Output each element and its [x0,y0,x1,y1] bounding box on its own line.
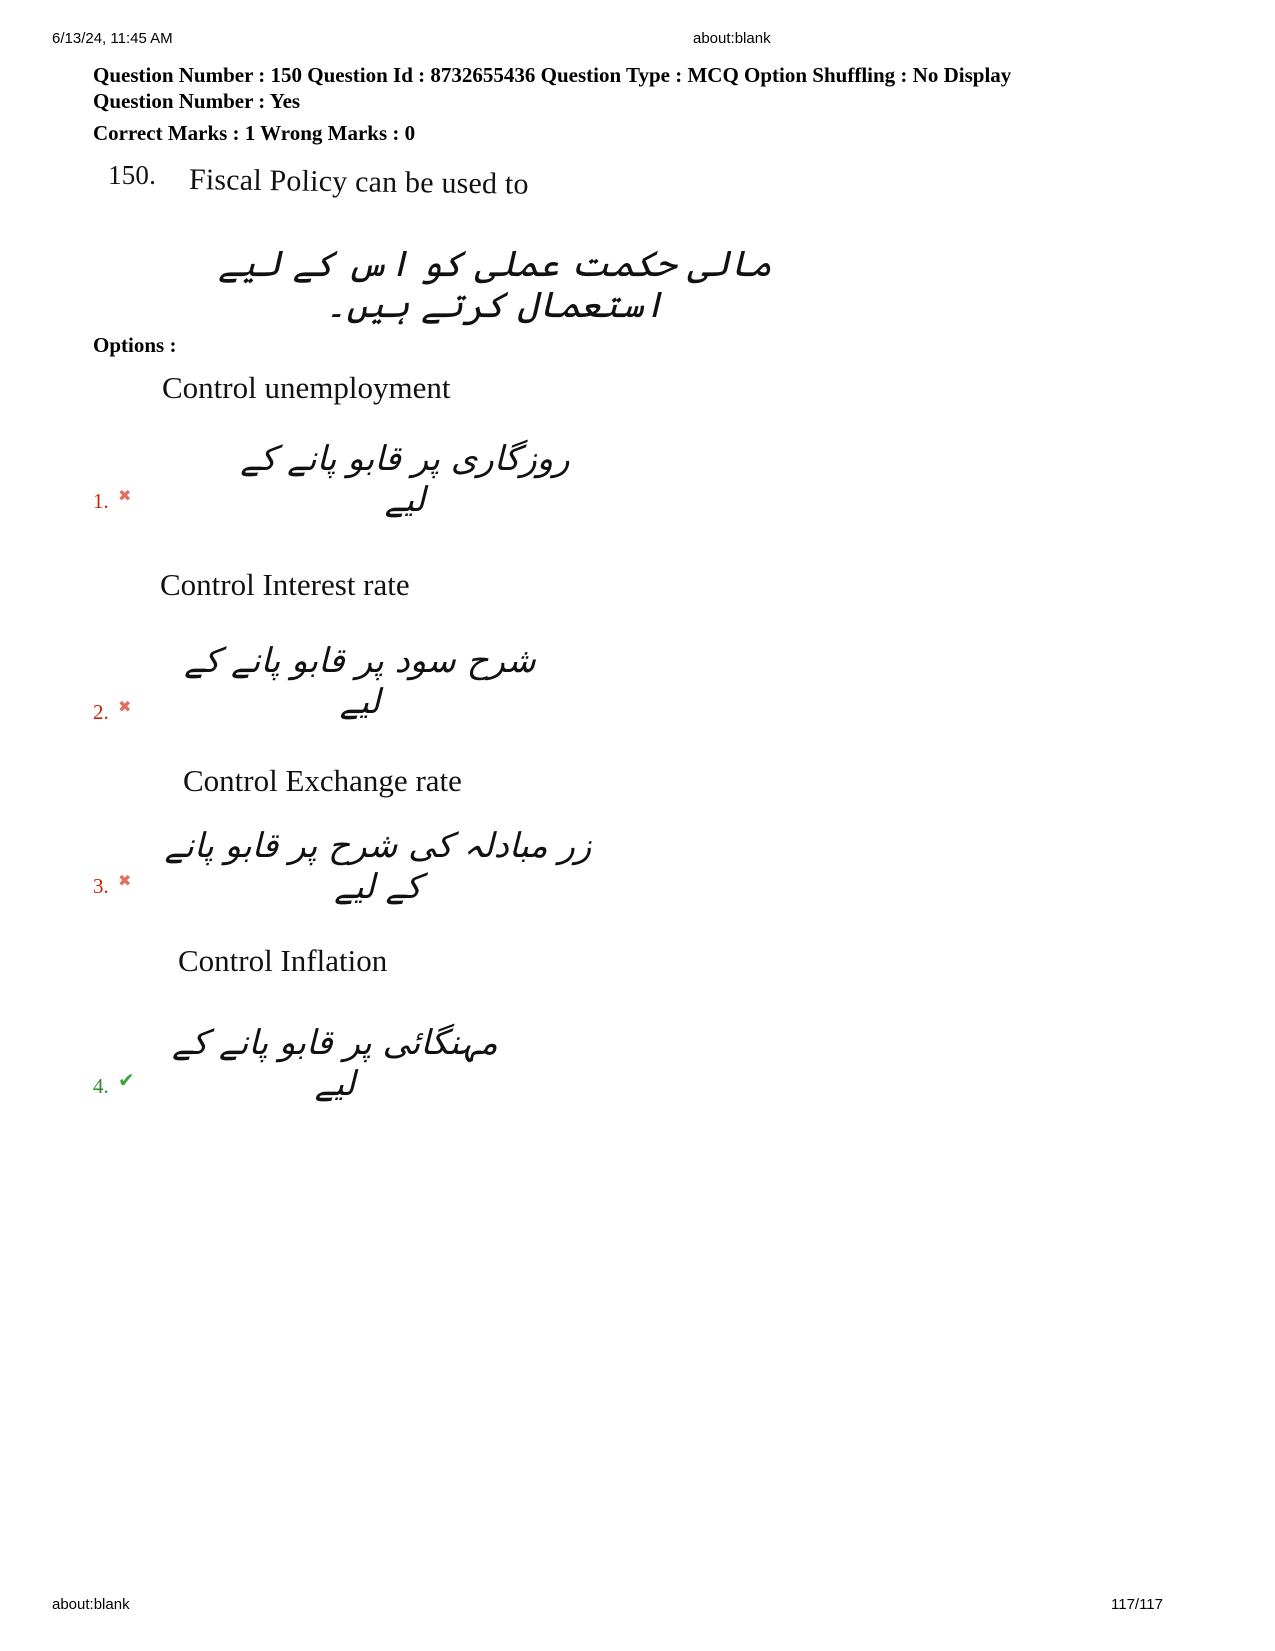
option-3-urdu: زر مبادلہ کی شرح پر قابو پانے کے لیے [164,826,592,907]
check-icon: ✔ [118,1068,135,1092]
question-text-english: Fiscal Policy can be used to [188,163,529,201]
option-2-urdu: شرح سود پر قابو پانے کے لیے [184,641,536,722]
options-label: Options : [93,333,177,357]
print-page-title: about:blank [693,30,771,47]
wrong-answer-icon: ✖ [118,871,132,890]
option-1-english: Control unemployment [162,370,451,405]
option-4-english: Control Inflation [178,943,388,978]
option-4-urdu: مہنگائی پر قابو پانے کے لیے [172,1023,498,1104]
marks-info: Correct Marks : 1 Wrong Marks : 0 [93,121,416,145]
option-2-english: Control Interest rate [160,567,410,602]
option-4-number: 4. [93,1074,109,1098]
wrong-answer-icon: ✖ [118,486,132,505]
option-2-number: 2. [93,700,109,724]
page-counter: 117/117 [1111,1596,1163,1613]
option-1-number: 1. [93,489,109,513]
question-meta: Question Number : 150 Question Id : 8732655436 Question Type : MCQ Option Shuffling : No Display Question Number : Yes [93,63,1012,113]
option-1-urdu: روزگاری پر قابو پانے کے لیے [240,439,570,520]
option-3-number: 3. [93,874,109,898]
option-3-english: Control Exchange rate [183,763,462,798]
print-timestamp: 6/13/24, 11:45 AM [52,30,173,47]
question-number: 150. [108,160,157,190]
question-text-urdu: مالی حکمت عملی کو اس کے لیے استعمال کرتے ہیں۔ [218,244,772,326]
footer-url: about:blank [52,1596,130,1613]
wrong-answer-icon: ✖ [118,697,132,716]
